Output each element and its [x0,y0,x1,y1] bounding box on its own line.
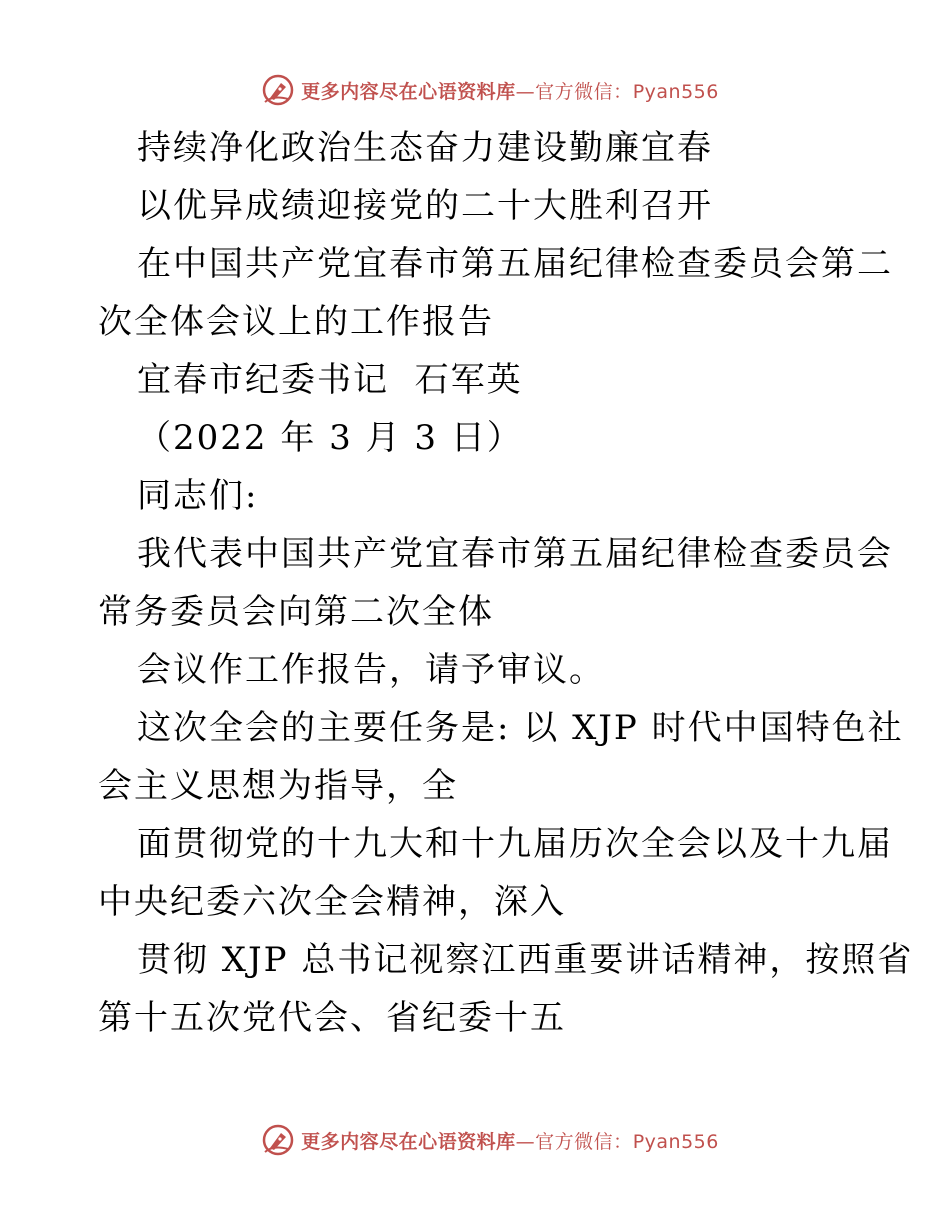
header-banner-text [301,77,719,104]
paragraph-2-line-b: 会主义思想为指导，全 [98,766,458,806]
title-line-1: 持续净化政治生态奋力建设勤廉宜春 [137,128,713,168]
paragraph-1-line-c: 会议作工作报告，请予审议。 [137,650,605,690]
title-line-3b: 次全体会议上的工作报告 [98,302,494,342]
header-dash: — [515,80,536,103]
header-wechat-id: Pyan556 [632,80,719,103]
salutation: 同志们: [137,476,259,516]
footer-wechat-label: 官方微信： [535,1130,633,1153]
footer-wechat-id: Pyan556 [632,1130,719,1153]
footer-dash: — [515,1130,536,1153]
paragraph-2-line-e: 贯彻 XJP 总书记视察江西重要讲话精神，按照省 [137,940,914,980]
footer-banner-inner [261,1123,719,1157]
title-line-2: 以优异成绩迎接党的二十大胜利召开 [137,186,713,226]
paragraph-2-line-a: 这次全会的主要任务是: 以 XJP 时代中国特色社 [137,708,904,748]
pen-nib-logo-icon [261,1123,295,1157]
header-banner-inner [261,73,719,107]
header-banner [0,70,950,110]
paragraph-2-line-d: 中央纪委六次全会精神，深入 [98,882,566,922]
footer-brand-text: 更多内容尽在心语资料库 [301,1130,516,1153]
paragraph-2-line-f: 第十五次党代会、省纪委十五 [98,998,566,1038]
footer-banner [0,1120,950,1160]
paragraph-1-line-a: 我代表中国共产党宜春市第五届纪律检查委员会 [137,534,893,574]
title-line-3a: 在中国共产党宜春市第五届纪律检查委员会第二 [137,244,893,284]
header-wechat-label: 官方微信： [535,80,633,103]
document-body [98,119,914,1047]
author-line: 宜春市纪委书记 石军英 [137,360,523,400]
paragraph-1-line-b: 常务委员会向第二次全体 [98,592,494,632]
header-brand-text: 更多内容尽在心语资料库 [301,80,516,103]
date-line: （2022 年 3 月 3 日） [137,418,523,458]
footer-banner-text [301,1127,719,1154]
pen-nib-logo-icon [261,73,295,107]
paragraph-2-line-c: 面贯彻党的十九大和十九届历次全会以及十九届 [137,824,893,864]
